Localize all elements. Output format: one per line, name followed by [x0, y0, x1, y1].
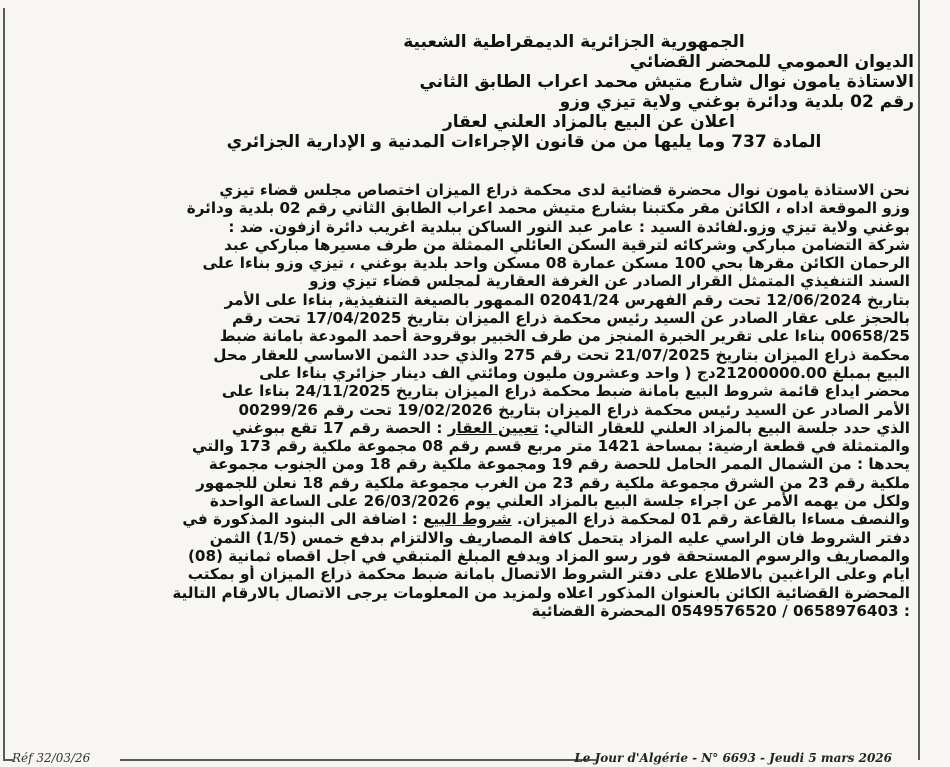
legal-article: المادة 737 وما يليها من من قانون الإجراءات المدنية و الإدارية الجزائري: [226, 132, 822, 152]
body-line: المحضرة القضائية الكائن بالعنوان المذكور اعلاه ولمزيد من المعلومات يرجى الاتصال بالارقام التالية: [172, 583, 910, 602]
body-line: الرحمان الكائن مقرها بحي 100 مسكن عمارة 08 مسكن واحد بلدية بوغني ، تيزي وزو بناءا على: [202, 254, 910, 273]
body-line: [38, 510, 910, 528]
body-text: : الحصة رقم 17 تقع ببوغني: [231, 418, 448, 437]
notice-body: [38, 181, 910, 620]
reference-number: Réf 32/03/26: [12, 751, 91, 765]
sale-conditions-heading: شروط البيع: [423, 510, 512, 529]
body-line: البيع بمبلغ 21200000.00دج ( واحد وعشرون مليون ومائتي الف دينار جزائري بناءا على: [259, 363, 910, 382]
body-line: ملكية رقم 23 من الشرق مجموعة ملكية رقم 23 من الغرب مجموعة ملكية رقم 18 نعلن للجمهور: [196, 473, 910, 492]
body-line: بتاريخ 12/06/2024 تحت رقم الفهرس 02041/24 الممهور بالصيغة التنفيذية, بناءا على الأمر: [224, 290, 910, 309]
body-line: والمصاريف والرسوم المستحقة فور رسو المزاد ويدفع المبلغ المتبقي في اجل اقصاه ثمانية (08): [187, 546, 910, 565]
right-border-line: [918, 0, 920, 760]
bottom-border-mid: [120, 759, 596, 761]
newspaper-issue: Le Jour d'Algérie - N° 6693 - Jeudi 5 mars 2026: [574, 751, 892, 765]
body-line: ايام وعلى الراغبين بالاطلاع على دفتر الشروط الاتصال بامانة ضبط محكمة ذراع الميزان أو بمكتب: [187, 565, 910, 584]
body-line: [38, 419, 910, 437]
body-line: بوغني ولاية تيزي وزو.لفائدة السيد : عامر عبد النور الساكن ببلدية اغريب دائرة ازفون. ضد :: [228, 217, 910, 236]
property-designation-heading: تعيين العقار: [447, 418, 539, 437]
body-line: بالحجز على عقار الصادر عن السيد رئيس محكمة ذراع الميزان بتاريخ 17/04/2025 تحت رقم: [231, 309, 910, 328]
body-line: السند التنفيذي المتمثل القرار الصادر عن الغرفة العقارية لمجلس قضاء تيزي وزو: [309, 272, 910, 291]
contact-phones: : 0658976403 / 0549576520 المحضرة القضائية: [531, 601, 910, 620]
left-border-line: [3, 8, 5, 760]
body-line: محكمة ذراع الميزان بتاريخ 21/07/2025 تحت رقم 275 والذي حدد الثمن الاساسي للعقار محل: [213, 345, 910, 364]
body-line: الأمر الصادر عن السيد رئيس محكمة ذراع الميزان بتاريخ 19/02/2026 تحت رقم 00299/26: [238, 400, 910, 419]
body-line: دفتر الشروط فان الراسي عليه المزاد يتحمل كافة المصاريف والالتزام بدفع خمس (1/5) الثمن: [209, 528, 910, 547]
body-line: ولكل من يهمه الأمر عن اجراء جلسة البيع بالمزاد العلني يوم 26/03/2026 على الساعة الواحدة: [209, 492, 910, 511]
notice-title: اعلان عن البيع بالمزاد العلني لعقار: [442, 112, 735, 132]
body-line: 00658/25 بناءا على تقرير الخبرة المنجز من طرف الخبير بوقروحة أحمد المودعة بامانة ضبط: [219, 327, 910, 346]
body-text: : اضافة الى البنود المذكورة في: [182, 510, 424, 529]
body-text: الذي حدد جلسة البيع بالمزاد العلني للعقار التالي:: [538, 418, 910, 437]
body-line: يحدها : من الشمال الممر الحامل للحصة رقم 19 ومجموعة ملكية رقم 18 ومن الجنوب مجموعة: [208, 455, 910, 474]
office-title: الديوان العمومي للمحضر القضائي: [629, 52, 914, 72]
body-line: شركة التضامن مباركي وشركائه لترقية السكن العائلي الممثلة من طرف مسيرها مباركي عبد: [224, 235, 910, 254]
bailiff-address: رقم 02 بلدية ودائرة بوغني ولاية تيزي وزو: [559, 92, 914, 112]
body-line: نحن الاستاذة يامون نوال محضرة قضائية لدى محكمة ذراع الميزان اختصاص مجلس قضاء تيزي: [219, 181, 910, 199]
body-line: وزو الموقعة اداه ، الكائن مقر مكتبنا بشارع متيش محمد اعراب الطابق الثاني رقم 02 بلدية ودائرة: [186, 199, 910, 218]
body-line: محضر ايداع قائمة شروط البيع بامانة ضبط محكمة ذراع الميزان بتاريخ 24/11/2025 بناءا على: [221, 382, 910, 401]
notice-header: [114, 32, 914, 152]
body-line: والمتمثلة في قطعة ارضية: بمساحة 1421 متر مربع قسم رقم 08 مجموعة ملكية رقم 173 والتي: [192, 437, 910, 456]
body-text: والنصف مساءا بالقاعة رقم 01 لمحكمة ذراع الميزان.: [511, 510, 910, 529]
bailiff-name: الاستاذة يامون نوال شارع متيش محمد اعراب الطابق الثاني: [419, 72, 914, 92]
republic-title: الجمهورية الجزائرية الديمقراطية الشعبية: [403, 32, 745, 52]
